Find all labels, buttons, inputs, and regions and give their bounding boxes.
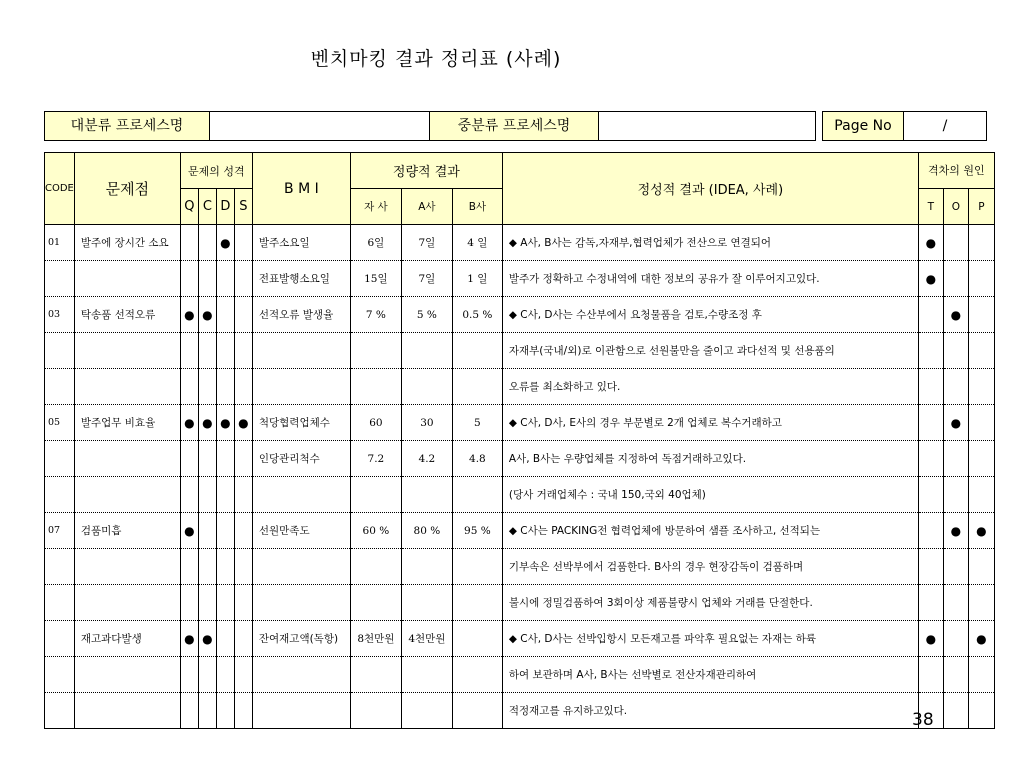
row-qualitative: ◆ A사, B사는 감독,자재부,협력업체가 전산으로 연결되어 — [502, 225, 918, 261]
page-no-value[interactable]: / — [903, 111, 987, 141]
row-c-mark — [198, 693, 216, 729]
row-o-mark — [943, 477, 968, 513]
row-code — [45, 333, 75, 369]
row-o-mark — [943, 693, 968, 729]
row-self-value: 15일 — [350, 261, 401, 297]
page-title: 벤치마킹 결과 정리표 (사례) — [310, 48, 562, 70]
row-c-mark — [198, 513, 216, 549]
row-t-mark — [918, 657, 943, 693]
row-self-value: 7 % — [350, 297, 401, 333]
row-s-mark — [234, 441, 252, 477]
table-row — [45, 693, 995, 729]
row-self-value: 8천만원 — [350, 621, 401, 657]
row-d-mark: ● — [216, 225, 234, 261]
row-t-mark: ● — [918, 621, 943, 657]
row-a-value: 30 — [401, 405, 452, 441]
row-a-value — [401, 585, 452, 621]
row-self-value — [350, 585, 401, 621]
row-qualitative: (당사 거래업체수 : 국내 150,국외 40업체) — [502, 477, 918, 513]
row-b-value: 1 일 — [452, 261, 502, 297]
table-row — [45, 333, 995, 369]
minor-process-value[interactable] — [598, 111, 816, 141]
row-s-mark — [234, 297, 252, 333]
row-t-mark — [918, 477, 943, 513]
table-row — [45, 369, 995, 405]
row-problem: 탁송품 선적오류 — [74, 297, 180, 333]
col-s: S — [234, 189, 252, 225]
row-problem — [74, 261, 180, 297]
row-s-mark: ● — [234, 405, 252, 441]
row-self-value: 7.2 — [350, 441, 401, 477]
row-s-mark — [234, 477, 252, 513]
row-code — [45, 369, 75, 405]
benchmark-table — [44, 152, 995, 729]
row-b-value — [452, 369, 502, 405]
col-bmi: B M I — [252, 153, 350, 225]
row-q-mark — [180, 477, 198, 513]
row-d-mark — [216, 585, 234, 621]
row-d-mark — [216, 657, 234, 693]
row-p-mark: ● — [968, 513, 994, 549]
row-b-value: 5 — [452, 405, 502, 441]
row-qualitative: 오류를 최소화하고 있다. — [502, 369, 918, 405]
row-p-mark — [968, 297, 994, 333]
table-row — [45, 477, 995, 513]
row-self-value — [350, 693, 401, 729]
row-bmi — [252, 477, 350, 513]
row-b-value: 0.5 % — [452, 297, 502, 333]
row-t-mark — [918, 549, 943, 585]
row-p-mark — [968, 225, 994, 261]
row-c-mark — [198, 657, 216, 693]
row-code: 07 — [45, 513, 75, 549]
row-a-value: 7일 — [401, 261, 452, 297]
row-d-mark — [216, 261, 234, 297]
row-code — [45, 585, 75, 621]
row-o-mark — [943, 333, 968, 369]
row-b-value — [452, 585, 502, 621]
row-d-mark — [216, 297, 234, 333]
row-s-mark — [234, 261, 252, 297]
row-problem — [74, 693, 180, 729]
row-q-mark — [180, 261, 198, 297]
row-c-mark — [198, 261, 216, 297]
row-o-mark — [943, 549, 968, 585]
row-c-mark — [198, 585, 216, 621]
row-c-mark — [198, 369, 216, 405]
row-problem: 발주에 장시간 소요 — [74, 225, 180, 261]
row-self-value: 60 % — [350, 513, 401, 549]
row-b-value — [452, 693, 502, 729]
row-bmi: 인당관리척수 — [252, 441, 350, 477]
row-o-mark — [943, 261, 968, 297]
row-a-value — [401, 693, 452, 729]
col-q: Q — [180, 189, 198, 225]
row-problem — [74, 657, 180, 693]
row-q-mark — [180, 657, 198, 693]
col-p: P — [968, 189, 994, 225]
row-q-mark — [180, 693, 198, 729]
col-a: A사 — [401, 189, 452, 225]
row-o-mark: ● — [943, 297, 968, 333]
row-s-mark — [234, 621, 252, 657]
row-q-mark — [180, 333, 198, 369]
col-problem-nature: 문제의 성격 — [180, 153, 252, 189]
row-a-value: 4.2 — [401, 441, 452, 477]
row-qualitative: 자재부(국내/외)로 이관함으로 선원불만을 줄이고 과다선적 및 선용품의 — [502, 333, 918, 369]
row-qualitative: 불시에 정밀검품하여 3회이상 제품불량시 업체와 거래를 단절한다. — [502, 585, 918, 621]
row-self-value: 6일 — [350, 225, 401, 261]
row-problem — [74, 333, 180, 369]
row-p-mark — [968, 585, 994, 621]
col-gap: 격차의 원인 — [918, 153, 994, 189]
table-row — [45, 297, 995, 333]
row-bmi — [252, 693, 350, 729]
row-o-mark — [943, 441, 968, 477]
row-o-mark — [943, 369, 968, 405]
row-self-value — [350, 333, 401, 369]
table-row — [45, 261, 995, 297]
row-t-mark — [918, 333, 943, 369]
row-s-mark — [234, 657, 252, 693]
row-q-mark — [180, 549, 198, 585]
row-qualitative: ◆ C사는 PACKING전 협력업체에 방문하여 샘플 조사하고, 선적되는 — [502, 513, 918, 549]
row-o-mark — [943, 621, 968, 657]
row-a-value — [401, 477, 452, 513]
col-o: O — [943, 189, 968, 225]
table-row — [45, 621, 995, 657]
row-p-mark: ● — [968, 621, 994, 657]
row-p-mark — [968, 441, 994, 477]
page-no-label: Page No — [822, 111, 904, 141]
row-self-value: 60 — [350, 405, 401, 441]
row-problem — [74, 441, 180, 477]
row-d-mark — [216, 693, 234, 729]
row-p-mark — [968, 369, 994, 405]
row-b-value — [452, 333, 502, 369]
row-s-mark — [234, 333, 252, 369]
row-problem: 발주업무 비효율 — [74, 405, 180, 441]
row-o-mark: ● — [943, 513, 968, 549]
row-c-mark: ● — [198, 297, 216, 333]
row-qualitative: 적정재고를 유지하고있다. — [502, 693, 918, 729]
minor-process-label: 중분류 프로세스명 — [429, 111, 599, 141]
row-bmi: 전표발행소요일 — [252, 261, 350, 297]
row-q-mark — [180, 369, 198, 405]
page-number: 38 — [912, 710, 934, 730]
row-b-value: 4 일 — [452, 225, 502, 261]
row-d-mark — [216, 621, 234, 657]
row-o-mark: ● — [943, 405, 968, 441]
row-a-value: 7일 — [401, 225, 452, 261]
row-bmi — [252, 585, 350, 621]
row-t-mark — [918, 297, 943, 333]
table-row — [45, 405, 995, 441]
row-problem: 검품미흡 — [74, 513, 180, 549]
row-bmi — [252, 333, 350, 369]
row-d-mark — [216, 333, 234, 369]
col-self: 자 사 — [350, 189, 401, 225]
row-d-mark — [216, 477, 234, 513]
row-a-value: 4천만원 — [401, 621, 452, 657]
row-d-mark: ● — [216, 405, 234, 441]
row-p-mark — [968, 261, 994, 297]
row-s-mark — [234, 585, 252, 621]
row-p-mark — [968, 549, 994, 585]
row-qualitative: 발주가 정확하고 수정내역에 대한 정보의 공유가 잘 이루어지고있다. — [502, 261, 918, 297]
row-s-mark — [234, 369, 252, 405]
row-b-value: 95 % — [452, 513, 502, 549]
row-bmi: 선원만족도 — [252, 513, 350, 549]
row-t-mark — [918, 405, 943, 441]
row-qualitative: ◆ C사, D사, E사의 경우 부문별로 2개 업체로 복수거래하고 — [502, 405, 918, 441]
col-c: C — [198, 189, 216, 225]
row-o-mark — [943, 585, 968, 621]
row-t-mark — [918, 441, 943, 477]
row-a-value — [401, 333, 452, 369]
row-qualitative: 하여 보관하며 A사, B사는 선박별로 전산자재관리하여 — [502, 657, 918, 693]
table-row — [45, 657, 995, 693]
row-p-mark — [968, 333, 994, 369]
row-a-value — [401, 549, 452, 585]
row-o-mark — [943, 225, 968, 261]
row-q-mark: ● — [180, 621, 198, 657]
col-qual: 정성적 결과 (IDEA, 사례) — [502, 153, 918, 225]
row-problem — [74, 549, 180, 585]
col-code: CODE — [45, 153, 75, 225]
row-code — [45, 549, 75, 585]
row-qualitative: ◆ C사, D사는 선박입항시 모든재고를 파악후 필요없는 자재는 하륙 — [502, 621, 918, 657]
row-s-mark — [234, 513, 252, 549]
row-c-mark — [198, 225, 216, 261]
row-qualitative: A사, B사는 우량업체를 지정하여 독점거래하고있다. — [502, 441, 918, 477]
row-b-value — [452, 477, 502, 513]
row-bmi — [252, 369, 350, 405]
row-a-value: 80 % — [401, 513, 452, 549]
row-t-mark — [918, 369, 943, 405]
row-qualitative: 기부속은 선박부에서 검품한다. B사의 경우 현장감독이 검품하며 — [502, 549, 918, 585]
row-c-mark — [198, 549, 216, 585]
row-b-value — [452, 549, 502, 585]
col-problem: 문제점 — [74, 153, 180, 225]
table-row — [45, 513, 995, 549]
row-problem — [74, 477, 180, 513]
row-s-mark — [234, 225, 252, 261]
row-bmi: 잔여재고액(독항) — [252, 621, 350, 657]
table-row — [45, 441, 995, 477]
row-q-mark — [180, 225, 198, 261]
row-bmi: 선적오류 발생율 — [252, 297, 350, 333]
row-c-mark — [198, 441, 216, 477]
row-d-mark — [216, 369, 234, 405]
row-a-value: 5 % — [401, 297, 452, 333]
row-self-value — [350, 477, 401, 513]
row-p-mark — [968, 477, 994, 513]
row-a-value — [401, 369, 452, 405]
row-self-value — [350, 549, 401, 585]
row-c-mark: ● — [198, 621, 216, 657]
table-row — [45, 585, 995, 621]
col-quant: 정량적 결과 — [350, 153, 502, 189]
col-d: D — [216, 189, 234, 225]
col-t: T — [918, 189, 943, 225]
row-problem — [74, 369, 180, 405]
row-b-value — [452, 621, 502, 657]
row-c-mark — [198, 333, 216, 369]
row-self-value — [350, 657, 401, 693]
table-row — [45, 225, 995, 261]
row-code: 03 — [45, 297, 75, 333]
row-bmi: 발주소요일 — [252, 225, 350, 261]
row-s-mark — [234, 693, 252, 729]
row-q-mark — [180, 585, 198, 621]
row-code: 01 — [45, 225, 75, 261]
row-t-mark: ● — [918, 225, 943, 261]
major-process-label: 대분류 프로세스명 — [44, 111, 210, 141]
row-q-mark: ● — [180, 405, 198, 441]
row-t-mark — [918, 585, 943, 621]
row-s-mark — [234, 549, 252, 585]
col-b: B사 — [452, 189, 502, 225]
row-q-mark — [180, 441, 198, 477]
row-code — [45, 693, 75, 729]
row-o-mark — [943, 657, 968, 693]
row-code — [45, 657, 75, 693]
row-b-value — [452, 657, 502, 693]
row-code — [45, 261, 75, 297]
row-q-mark: ● — [180, 513, 198, 549]
row-a-value — [401, 657, 452, 693]
major-process-value[interactable] — [209, 111, 430, 141]
row-p-mark — [968, 693, 994, 729]
row-code: 05 — [45, 405, 75, 441]
row-b-value: 4.8 — [452, 441, 502, 477]
row-problem: 재고과다발생 — [74, 621, 180, 657]
row-d-mark — [216, 513, 234, 549]
row-t-mark: ● — [918, 261, 943, 297]
row-code — [45, 477, 75, 513]
row-d-mark — [216, 441, 234, 477]
row-t-mark — [918, 513, 943, 549]
row-bmi — [252, 657, 350, 693]
row-code — [45, 441, 75, 477]
row-bmi — [252, 549, 350, 585]
row-code — [45, 621, 75, 657]
row-qualitative: ◆ C사, D사는 수산부에서 요청물품을 검토,수량조정 후 — [502, 297, 918, 333]
row-self-value — [350, 369, 401, 405]
table-row — [45, 549, 995, 585]
row-p-mark — [968, 405, 994, 441]
row-bmi: 척당협력업체수 — [252, 405, 350, 441]
row-problem — [74, 585, 180, 621]
row-d-mark — [216, 549, 234, 585]
row-q-mark: ● — [180, 297, 198, 333]
row-p-mark — [968, 657, 994, 693]
row-c-mark: ● — [198, 405, 216, 441]
row-c-mark — [198, 477, 216, 513]
